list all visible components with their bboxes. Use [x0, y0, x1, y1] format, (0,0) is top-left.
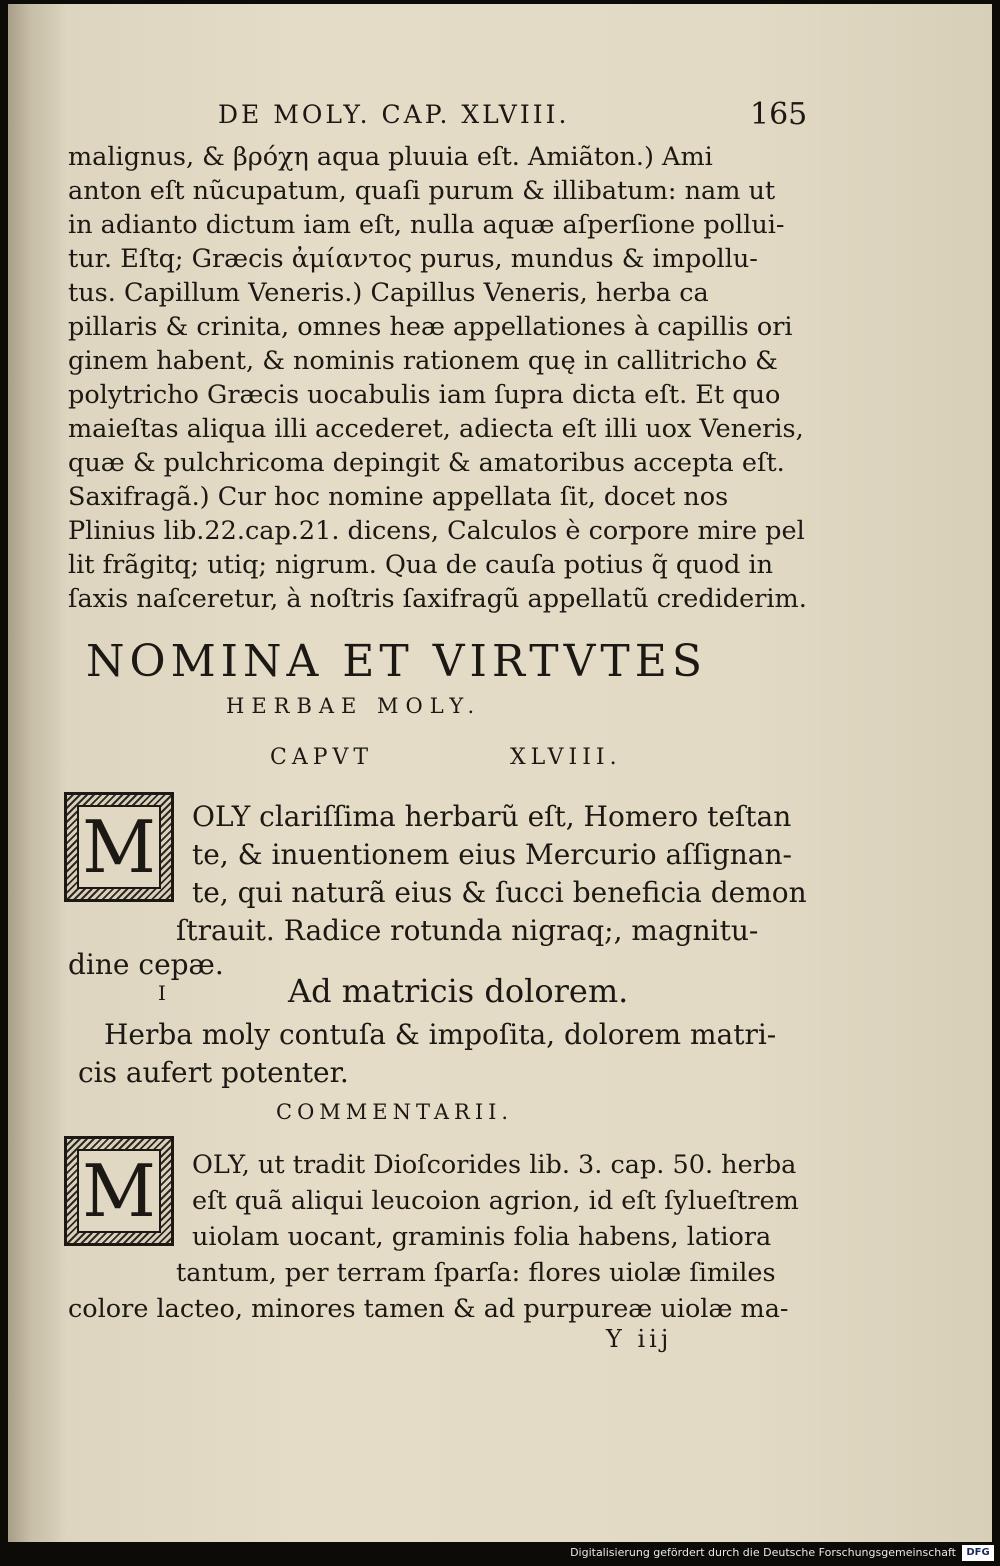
remedy-number: I: [158, 981, 166, 1005]
text-line: te, qui naturã eius & ſucci beneficia demon: [192, 876, 807, 909]
commentarii-label: COMMENTARII.: [276, 1100, 514, 1124]
text-line: ſaxis naſceretur, à noſtris ſaxifragũ appellatũ crediderim.: [68, 584, 807, 614]
text-line: tantum, per terram ſparſa: flores uiolæ ſimiles: [176, 1258, 776, 1288]
decorated-initial: [64, 792, 174, 902]
text-line: Plinius lib.22.cap.21. dicens, Calculos è corpore mire pel: [68, 516, 805, 546]
remedy-heading: Ad matricis dolorem.: [288, 972, 629, 1010]
text-line: te, & inuentionem eius Mercurio aſſignan-: [192, 838, 792, 871]
text-line: maieſtas aliqua illi accederet, adiecta eſt illi uox Veneris,: [68, 414, 804, 444]
text-line: cis aufert potenter.: [78, 1056, 349, 1089]
book-page: [8, 4, 992, 1542]
text-line: malignus, & βρόχη aqua pluuia eſt. Amiãton.) Ami: [68, 142, 713, 172]
text-line: pillaris & crinita, omnes heæ appellationes à capillis ori: [68, 312, 793, 342]
text-line: colore lacteo, minores tamen & ad purpureæ uiolæ ma-: [68, 1294, 789, 1324]
text-line: dine cepæ.: [68, 948, 224, 981]
text-line: eſt quã aliqui leucoion agrion, id eſt ſylueſtrem: [192, 1186, 799, 1216]
text-line: lit frãgitq; utiq; nigrum. Qua de cauſa potius q̃ quod in: [68, 550, 774, 580]
folio-number: 165: [750, 97, 808, 132]
credit-text: Digitalisierung gefördert durch die Deutsche Forschungsgemeinschaft: [570, 1546, 956, 1559]
text-line: Herba moly contuſa & impoſita, dolorem matri-: [104, 1018, 777, 1051]
running-head: DE MOLY. CAP. XLVIII.: [218, 100, 570, 129]
caput-label: CAPVT: [270, 745, 374, 770]
text-line: Saxifragã.) Cur hoc nomine appellata ſit, docet nos: [68, 482, 729, 512]
text-line: anton eſt nũcupatum, quaſi purum & illibatum: nam ut: [68, 176, 776, 206]
text-line: OLY clariſſima herbarũ eſt, Homero teſtan: [192, 800, 792, 833]
initial-letter: M: [82, 805, 156, 889]
dfg-logo-icon: DFG: [962, 1545, 994, 1561]
signature-mark: Y iij: [606, 1325, 673, 1353]
text-line: polytricho Græcis uocabulis iam ſupra dicta eſt. Et quo: [68, 380, 781, 410]
initial-letter: M: [82, 1149, 156, 1233]
page-gutter-shadow: [8, 4, 66, 1542]
text-line: ginem habent, & nominis rationem quę in callitricho &: [68, 346, 778, 376]
caput-number: XLVIII.: [510, 745, 622, 770]
decorated-initial: [64, 1136, 174, 1246]
text-line: quæ & pulchricoma depingit & amatoribus accepta eſt.: [68, 448, 785, 478]
footer-credit-bar: [0, 1542, 1000, 1566]
chapter-subtitle: HERBAE MOLY.: [226, 694, 482, 718]
text-line: OLY, ut tradit Dioſcorides lib. 3. cap. 50. herba: [192, 1150, 797, 1180]
text-line: tus. Capillum Veneris.) Capillus Veneris, herba ca: [68, 278, 709, 308]
chapter-title: NOMINA ET VIRTVTES: [86, 636, 707, 687]
text-line: in adianto dictum iam eſt, nulla aquæ aſperſione pollui-: [68, 210, 785, 240]
text-line: ſtrauit. Radice rotunda nigraq;, magnitu-: [176, 914, 759, 947]
text-line: tur. Eſtq; Græcis ἀμίαντος purus, mundus & impollu-: [68, 244, 758, 274]
text-line: uiolam uocant, graminis folia habens, latiora: [192, 1222, 772, 1252]
